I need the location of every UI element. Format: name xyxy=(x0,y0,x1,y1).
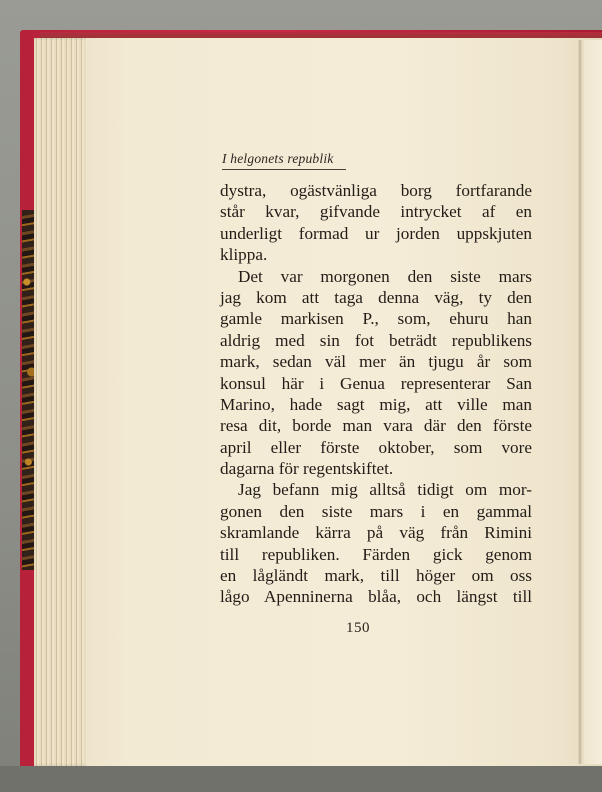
text-line: dagarna för regentskiftet. xyxy=(220,459,394,479)
page-number: 150 xyxy=(346,620,370,636)
text-line: jag kom att taga denna väg, ty den xyxy=(220,287,532,307)
page-stack-edge xyxy=(34,38,94,766)
text-line: klippa. xyxy=(220,245,268,265)
text-line: gonen den siste mars i en gammal xyxy=(220,501,532,521)
text-line: mark, sedan väl mer än tjugu år som xyxy=(220,352,532,372)
text-line: gamle markisen P., som, ehuru han xyxy=(220,309,532,329)
text-line: Marino, hade sagt mig, att ville man xyxy=(220,394,532,414)
text-line: lågo Apenninerna blåa, och längst till xyxy=(220,587,532,607)
text-line: en lågländt mark, till höger om oss xyxy=(220,566,532,586)
running-head: I helgonets republik xyxy=(222,151,346,170)
text-line: dystra, ogästvänliga borg fortfarande xyxy=(220,181,532,200)
text-line: konsul här i Genua representerar San xyxy=(220,373,532,393)
text-line: Det var morgonen den siste mars xyxy=(238,266,532,286)
page-fold xyxy=(578,40,582,764)
text-line: resa dit, borde man vara där den förste xyxy=(220,416,532,436)
scan-bottom-strip xyxy=(0,766,602,792)
text-line: står kvar, gifvande intrycket af en xyxy=(220,202,532,222)
body-text xyxy=(220,180,532,608)
text-line: till republiken. Färden gick genom xyxy=(220,544,532,564)
text-line: aldrig med sin fot beträdt republikens xyxy=(220,330,532,350)
text-line: skramlande kärra på väg från Rimini xyxy=(220,523,532,543)
text-line: underligt formad ur jorden uppskjuten xyxy=(220,223,532,243)
next-page-edge xyxy=(584,40,602,764)
text-line: Jag befann mig alltså tidigt om mor- xyxy=(238,480,532,500)
text-line: april eller förste oktober, som vore xyxy=(220,437,532,457)
